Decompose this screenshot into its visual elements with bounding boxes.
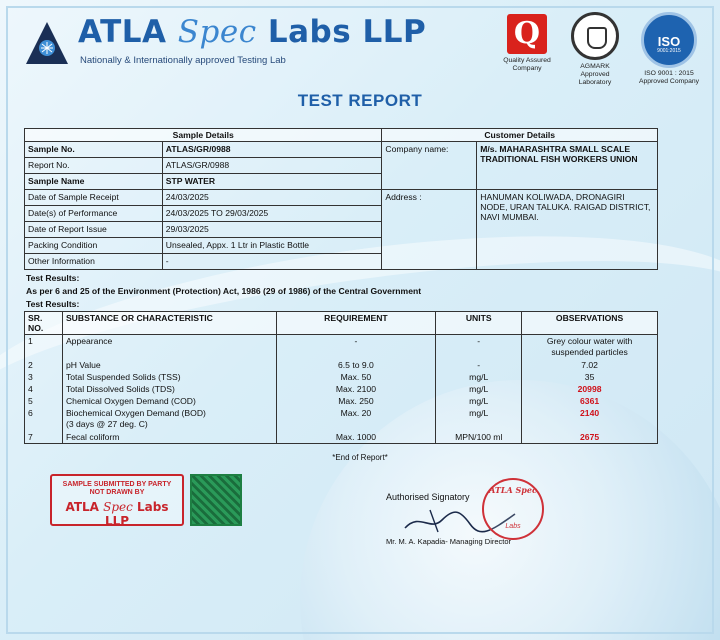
table-row: 3 Total Suspended Solids (TSS) Max. 50 mg/L 35 bbox=[25, 371, 658, 383]
detail-label: Date of Sample Receipt bbox=[25, 190, 163, 206]
table-row: 4 Total Dissolved Solids (TDS) Max. 2100 mg/L 20998 bbox=[25, 383, 658, 395]
report-title: TEST REPORT bbox=[297, 91, 423, 110]
detail-label: Date of Report Issue bbox=[25, 222, 163, 238]
company-label: Company name: bbox=[382, 142, 477, 190]
govt-seal-icon bbox=[571, 12, 619, 60]
brand-name: ATLA Spec Labs LLP bbox=[78, 14, 427, 50]
quality-q-icon: Q bbox=[507, 14, 547, 54]
results-table bbox=[24, 311, 658, 444]
company-value: M/s. MAHARASHTRA SMALL SCALE TRADITIONAL FISH WORKERS UNION bbox=[477, 142, 658, 190]
table-row: 2 pH Value 6.5 to 9.0 - 7.02 bbox=[25, 359, 658, 371]
table-row: 5 Chemical Oxygen Demand (COD) Max. 250 mg/L 6361 bbox=[25, 395, 658, 407]
address-value: HANUMAN KOLIWADA, DRONAGIRI NODE, URAN TALUKA. RAIGAD DISTRICT, NAVI MUMBAI. bbox=[477, 190, 658, 270]
signer-name: Mr. M. A. Kapadia- Managing Director bbox=[386, 537, 512, 546]
col-sr: SR. NO. bbox=[25, 312, 63, 335]
detail-label: Date(s) of Performance bbox=[25, 206, 163, 222]
iso-badge-icon: ISO 9001:2015 bbox=[641, 12, 697, 68]
detail-label: Sample Name bbox=[25, 174, 163, 190]
round-company-stamp: ATLA Spec Labs bbox=[482, 478, 544, 540]
table-row: 1 Appearance - - Grey colour water with suspended particles bbox=[25, 335, 658, 360]
detail-label: Report No. bbox=[25, 158, 163, 174]
detail-label: Other Information bbox=[25, 254, 163, 270]
details-table bbox=[24, 128, 658, 270]
test-results-label-2: Test Results: bbox=[26, 299, 80, 309]
col-substance: SUBSTANCE OR CHARACTERISTIC bbox=[62, 312, 276, 335]
detail-value: ATLAS/GR/0988 bbox=[162, 158, 382, 174]
iso-cert: ISO 9001:2015 ISO 9001 : 2015 Approved Company bbox=[634, 12, 704, 86]
act-reference: As per 6 and 25 of the Environment (Protection) Act, 1986 (29 of 1986) of the Central Government bbox=[26, 286, 422, 296]
detail-value: 24/03/2025 bbox=[162, 190, 382, 206]
quality-cert: Q Quality Assured Company bbox=[503, 16, 551, 72]
end-of-report: *End of Report* bbox=[332, 453, 388, 462]
table-row: 7 Fecal coliform Max. 1000 MPN/100 ml 2675 bbox=[25, 431, 658, 444]
test-results-label: Test Results: bbox=[26, 273, 80, 283]
col-units: UNITS bbox=[436, 312, 522, 335]
detail-value: 24/03/2025 TO 29/03/2025 bbox=[162, 206, 382, 222]
col-observations: OBSERVATIONS bbox=[522, 312, 658, 335]
table-row: 6 Biochemical Oxygen Demand (BOD) (3 days @ 27 deg. C) Max. 20 mg/L 2140 bbox=[25, 407, 658, 431]
customer-details-header: Customer Details bbox=[382, 129, 658, 142]
hologram-seal-icon bbox=[190, 474, 242, 526]
detail-value: ATLAS/GR/0988 bbox=[162, 142, 382, 158]
address-label: Address : bbox=[382, 190, 477, 270]
brand-tagline: Nationally & Internationally approved Testing Lab bbox=[80, 55, 286, 66]
atla-logo-icon bbox=[24, 20, 70, 71]
detail-value: 29/03/2025 bbox=[162, 222, 382, 238]
sample-submitted-stamp: SAMPLE SUBMITTED BY PARTY NOT DRAWN BY ATLA Spec Labs LLP bbox=[50, 474, 184, 526]
authorised-signatory: Authorised Signatory bbox=[386, 492, 470, 502]
col-requirement: REQUIREMENT bbox=[276, 312, 436, 335]
detail-value: Unsealed, Appx. 1 Ltr in Plastic Bottle bbox=[162, 238, 382, 254]
detail-label: Packing Condition bbox=[25, 238, 163, 254]
govt-cert: AGMARK Approved Laboratory bbox=[566, 12, 624, 87]
sample-details-header: Sample Details bbox=[25, 129, 382, 142]
detail-value: STP WATER bbox=[162, 174, 382, 190]
detail-label: Sample No. bbox=[25, 142, 163, 158]
detail-value: - bbox=[162, 254, 382, 270]
